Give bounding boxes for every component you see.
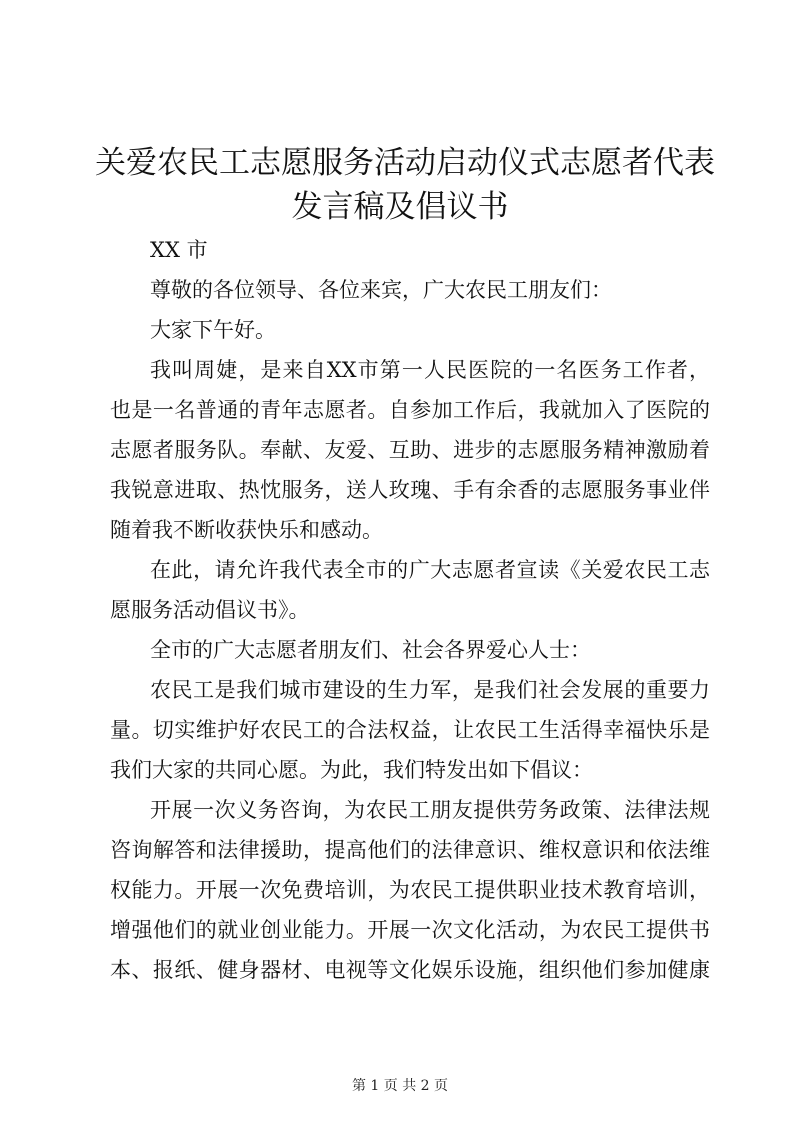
page-footer: 第 1 页 共 2 页 (351, 1078, 449, 1094)
body-line: 开展一次义务咨询，为农民工朋友提供劳务政策、法律法规 (150, 798, 710, 822)
body-line: 咨询解答和法律援助，提高他们的法律意识、维权意识和依法维 (110, 838, 710, 862)
body-line: XX 市 (150, 238, 208, 262)
body-line: 愿服务活动倡议书》。 (110, 598, 310, 622)
body-line: 本、报纸、健身器材、电视等文化娱乐设施，组织他们参加健康 (110, 958, 710, 982)
body-line: 量。切实维护好农民工的合法权益，让农民工生活得幸福快乐是 (110, 718, 710, 742)
body-line: 我锐意进取、热忱服务，送人玫瑰、手有余香的志愿服务事业伴 (110, 478, 710, 502)
body-line: 我叫周婕，是来自XX市第一人民医院的一名医务工作者， (150, 358, 710, 382)
body-line: 尊敬的各位领导、各位来宾，广大农民工朋友们： (150, 278, 612, 302)
body-line: 也是一名普通的青年志愿者。自参加工作后，我就加入了医院的 (110, 398, 710, 422)
body-line: 我们大家的共同心愿。为此，我们特发出如下倡议： (110, 758, 593, 782)
body-line: 增强他们的就业创业能力。开展一次文化活动，为农民工提供书 (110, 918, 710, 942)
body-line: 农民工是我们城市建设的生力军，是我们社会发展的重要力 (150, 678, 710, 702)
body-line: 志愿者服务队。奉献、友爱、互助、进步的志愿服务精神激励着 (110, 438, 710, 462)
document-title-line-1: 关爱农民工志愿服务活动启动仪式志愿者代表 (95, 145, 715, 181)
document-title-line-2: 发言稿及倡议书 (291, 189, 509, 225)
body-line: 全市的广大志愿者朋友们、社会各界爱心人士： (150, 638, 591, 662)
body-line: 随着我不断收获快乐和感动。 (110, 518, 383, 542)
body-line: 在此，请允许我代表全市的广大志愿者宣读《关爱农民工志 (150, 558, 710, 582)
body-line: 大家下午好。 (150, 318, 276, 342)
body-line: 权能力。开展一次免费培训，为农民工提供职业技术教育培训， (110, 878, 710, 902)
